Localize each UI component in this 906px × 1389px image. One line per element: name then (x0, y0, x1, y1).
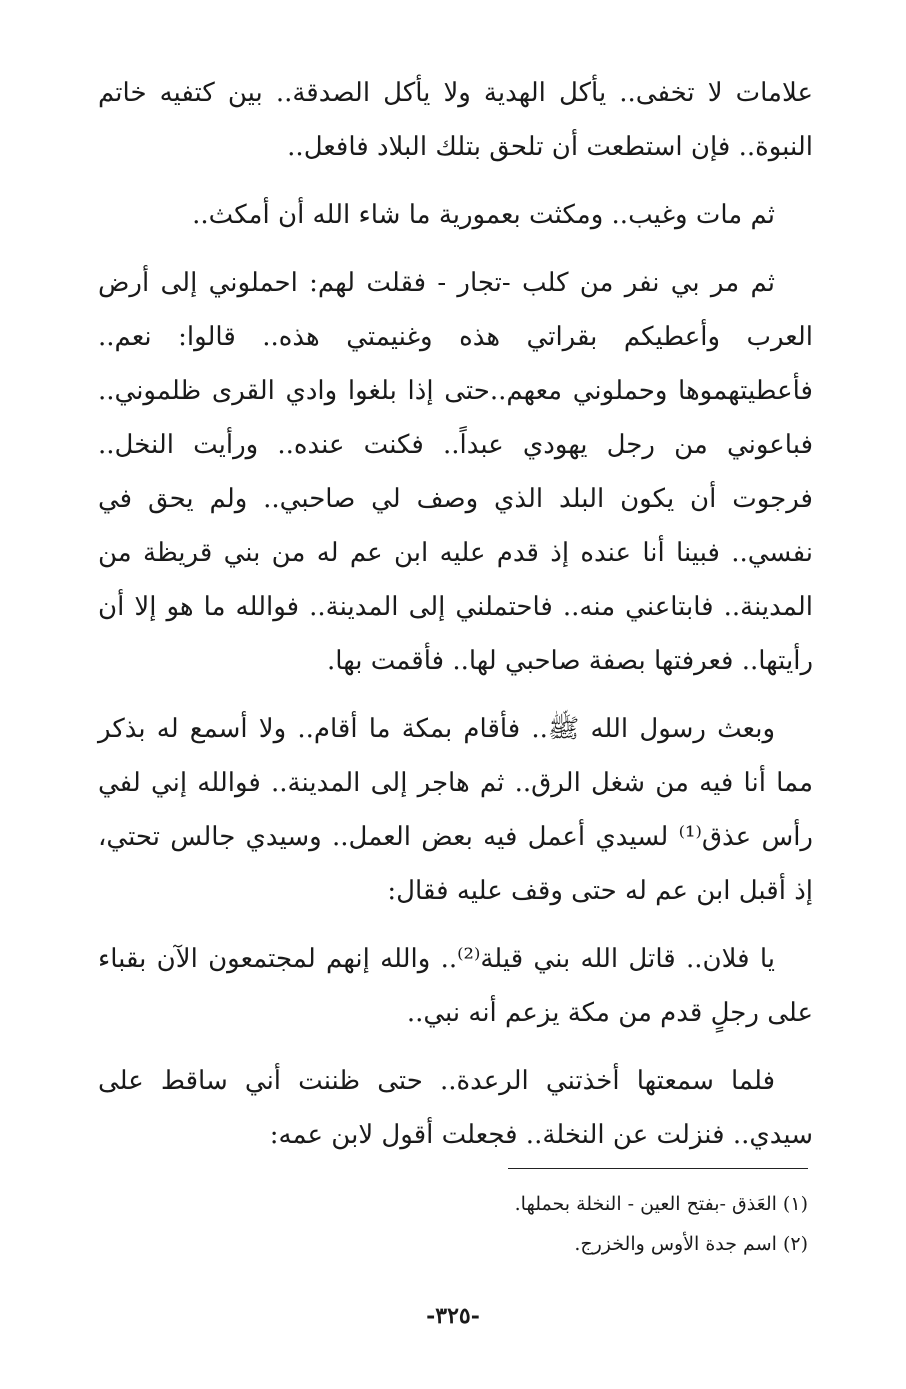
footnote-2: (٢) اسم جدة الأوس والخزرج. (574, 1233, 808, 1255)
paragraph-6: فلما سمعتها أخذتني الرعدة.. حتى ظننت أني ساقط على سيدي.. فنزلت عن النخلة.. فجعلت أقول لابن عمه: (98, 1066, 813, 1150)
paragraph-1: علامات لا تخفى.. يأكل الهدية ولا يأكل الصدقة.. بين كتفيه خاتم النبوة.. فإن استطعت أن تلحق بتلك البلاد فافعل.. (98, 78, 813, 162)
page-number: -٣٢٥- (426, 1303, 480, 1329)
paragraph-3: ثم مر بي نفر من كلب -تجار - فقلت لهم: احملوني إلى أرض العرب وأعطيكم بقراتي هذه وغنيمتي هذه.. قالوا: نعم.. فأعطيتهموها وحملوني معهم..حتى إذا بلغوا وادي القرى ظلموني.. فباعوني من رجل يهودي عبداً.. فكنت عنده.. ورأيت النخل.. فرجوت أن يكون البلد الذي وصف لي صاحبي.. ولم يحق في نفسي.. فبينا أنا عنده إذ قدم عليه ابن عم له من بني قريظة من المدينة.. فابتاعني منه.. فاحتملني إلى المدينة.. فوالله ما هو إلا أن رأيتها.. فعرفتها بصفة صاحبي لها.. فأقمت بها. (98, 268, 813, 676)
paragraph-2: ثم مات وغيب.. ومكثت بعمورية ما شاء الله أن أمكث.. (192, 200, 775, 230)
footnotes (93, 1184, 808, 1264)
main-text (98, 66, 813, 1162)
footnote-divider (508, 1168, 808, 1169)
paragraph-4: وبعث رسول الله ﷺ.. فأقام بمكة ما أقام.. ولا أسمع له بذكر مما أنا فيه من شغل الرق.. ثم هاجر إلى المدينة.. فوالله إني لفي رأس عذق⁽¹⁾ لسيدي أعمل فيه بعض العمل.. وسيدي جالس تحتي، إذ أقبل ابن عم له حتى وقف عليه فقال: (98, 714, 813, 906)
footnote-1: (١) العَذق -بفتح العين - النخلة بحملها. (514, 1193, 808, 1215)
paragraph-5: يا فلان.. قاتل الله بني قيلة⁽²⁾.. والله إنهم لمجتمعون الآن بقباء على رجلٍ قدم من مكة يزعم أنه نبي.. (98, 944, 813, 1028)
